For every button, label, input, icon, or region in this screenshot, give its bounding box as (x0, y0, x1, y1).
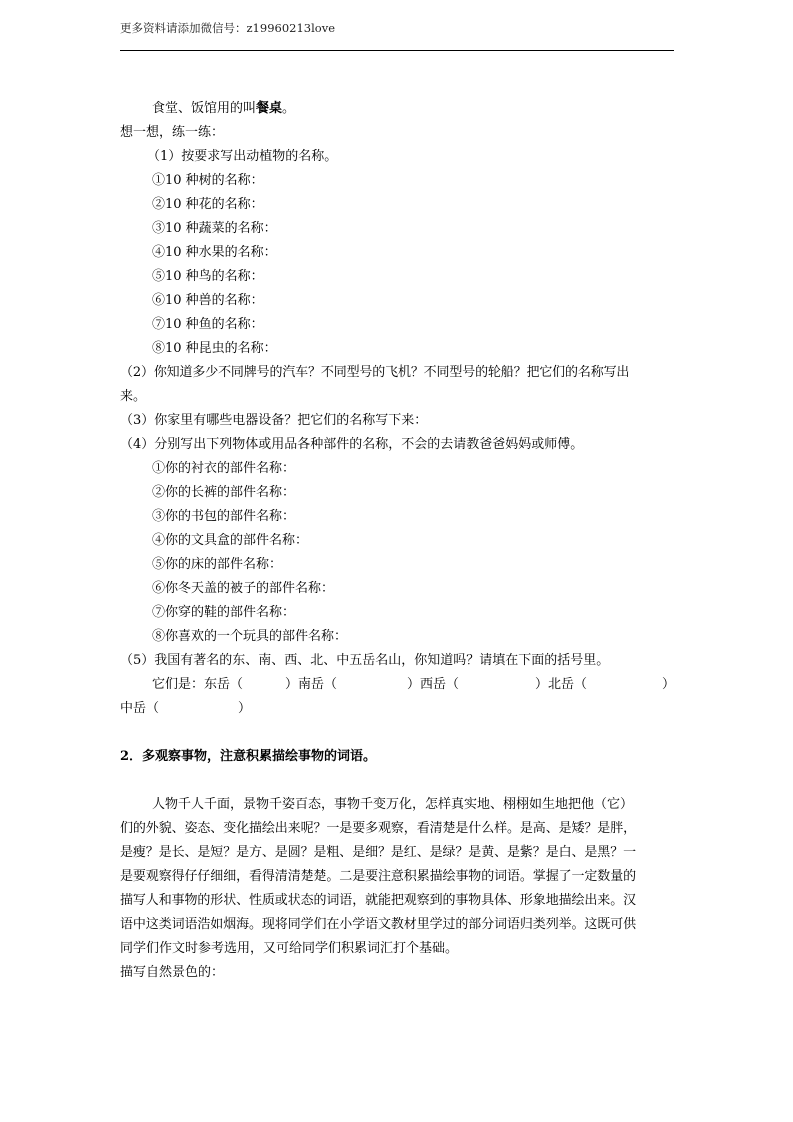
intro-prefix: 食堂、饭馆用的叫 (152, 101, 257, 116)
section2-para-line-2: 们的外貌、姿态、变化描绘出来呢？一是要多观察，看清楚是什么样。是高、是矮？是胖， (120, 821, 637, 836)
section2-para-line-6: 语中这类词语浩如烟海。现将同学们在小学语文教材里学过的部分词语归类列举。这既可供 (120, 917, 637, 932)
q1-item-7: ⑦10 种鱼的名称： (152, 317, 264, 332)
q1-item-2: ②10 种花的名称： (152, 197, 264, 212)
section2-para-line-3: 是瘦？是长、是短？是方、是圆？是粗、是细？是红、是绿？是黄、是紫？是白、是黑？一 (120, 845, 637, 860)
q4-item-5: ⑤你的床的部件名称： (152, 557, 283, 572)
q4-item-4: ④你的文具盒的部件名称： (152, 533, 309, 548)
q4-item-1: ①你的衬衣的部件名称： (152, 461, 296, 476)
section2-para-line-1: 人物千人千面，景物千姿百态，事物千变万化，怎样真实地、栩栩如生地把他（它） (152, 797, 634, 812)
section2-para-line-5: 描写人和事物的形状、性质或状态的词语，就能把观察到的事物具体、形象地描绘出来。汉 (120, 893, 637, 908)
q1-title: （1）按要求写出动植物的名称。 (147, 149, 338, 164)
q5-middle: 中岳（ (120, 701, 160, 716)
practice-title: 想一想，练一练： (120, 125, 225, 140)
q1-item-1: ①10 种树的名称： (152, 173, 264, 188)
q5-middle-close: ） (238, 701, 252, 716)
section2-para-line-7: 同学们作文时参考选用，又可给同学们积累词汇打个基础。 (120, 941, 459, 956)
header-rule (120, 50, 674, 51)
q1-item-8: ⑧10 种昆虫的名称： (152, 341, 277, 356)
section2-heading: 2．多观察事物，注意积累描绘事物的词语。 (120, 749, 377, 764)
q3-line: （3）你家里有哪些电器设备？把它们的名称写下来： (120, 413, 428, 428)
q4-item-3: ③你的书包的部件名称： (152, 509, 296, 524)
q5-close: ） (662, 677, 676, 692)
q4-item-7: ⑦你穿的鞋的部件名称： (152, 605, 296, 620)
q2-line-2: 来。 (120, 389, 147, 404)
q4-item-2: ②你的长裤的部件名称： (152, 485, 296, 500)
page-header: 更多资料请添加微信号：z19960213love (120, 21, 335, 35)
intro-bold-word: 餐桌 (256, 101, 283, 116)
q5-west: ）西岳（ (407, 677, 460, 692)
intro-suffix: 。 (282, 101, 296, 116)
q5-south: ）南岳（ (285, 677, 338, 692)
q4-item-8: ⑧你喜欢的一个玩具的部件名称： (152, 629, 348, 644)
section2-para-line-4: 是要观察得仔仔细细，看得清清楚楚。二是要注意积累描绘事物的词语。掌握了一定数量的 (120, 869, 637, 884)
q1-item-4: ④10 种水果的名称： (152, 245, 277, 260)
intro-line (152, 101, 295, 117)
q1-item-6: ⑥10 种兽的名称： (152, 293, 264, 308)
q5-title: （5）我国有著名的东、南、西、北、中五岳名山，你知道吗？请填在下面的括号里。 (120, 653, 610, 668)
q1-item-5: ⑤10 种鸟的名称： (152, 269, 264, 284)
nature-title: 描写自然景色的： (120, 965, 225, 980)
q5-east: 它们是：东岳（ (152, 677, 244, 692)
q4-item-6: ⑥你冬天盖的被子的部件名称： (152, 581, 335, 596)
q4-title: （4）分别写出下列物体或用品各种部件的名称，不会的去请教爸爸妈妈或师傅。 (120, 437, 584, 452)
q1-item-3: ③10 种蔬菜的名称： (152, 221, 277, 236)
q5-north: ）北岳（ (535, 677, 588, 692)
q2-line-1: （2）你知道多少不同牌号的汽车？不同型号的飞机？不同型号的轮船？把它们的名称写出 (120, 365, 630, 380)
